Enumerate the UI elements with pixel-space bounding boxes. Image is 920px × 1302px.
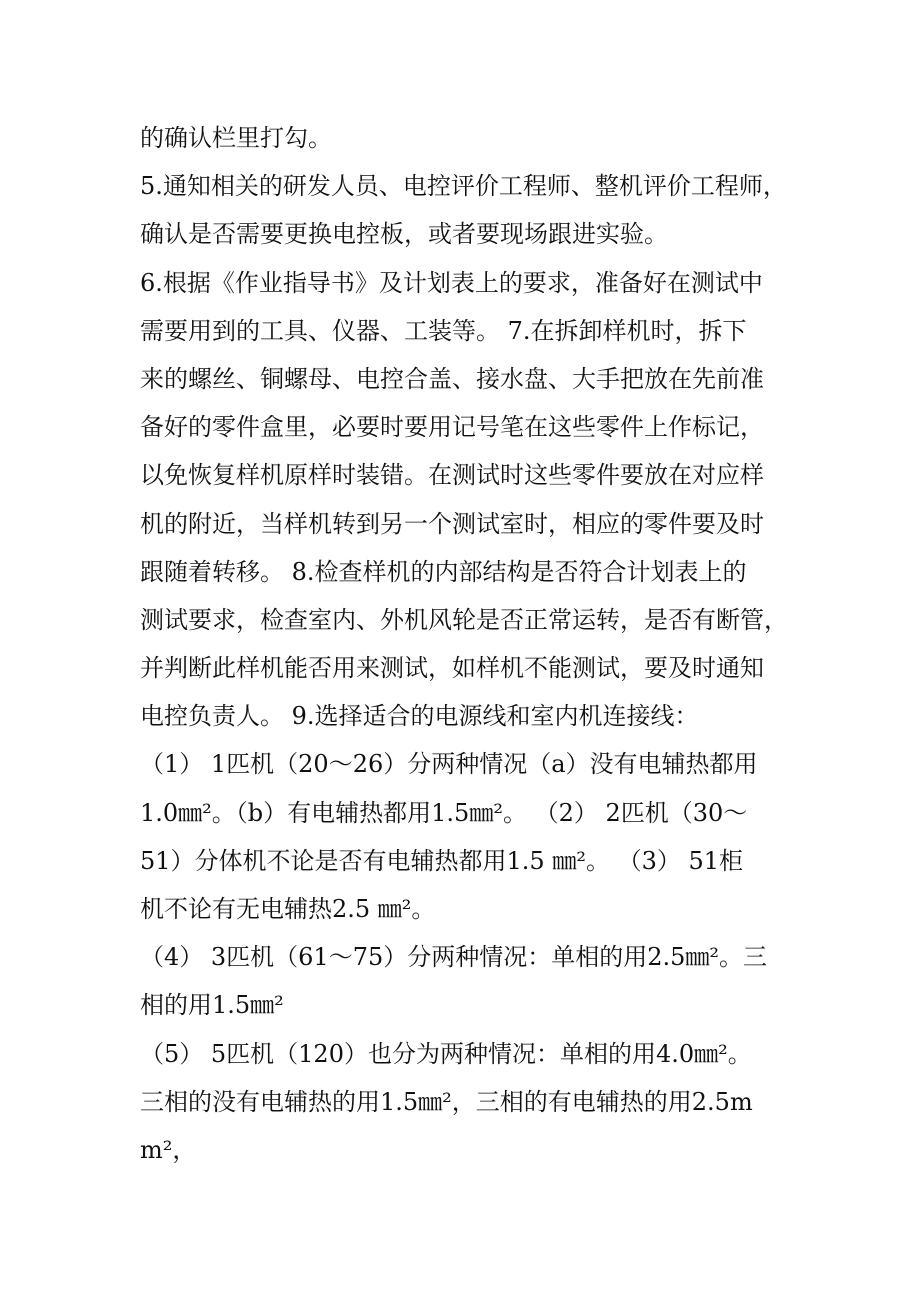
text-line: 需要用到的工具、仪器、工装等。 7.在拆卸样机时，拆下 bbox=[140, 316, 747, 345]
text-line: （4） 3匹机（61～75）分两种情况：单相的用2.5㎜²。三 bbox=[140, 943, 768, 972]
text-line: 5.通知相关的研发人员、电控评价工程师、整机评价工程师， bbox=[140, 172, 787, 201]
text-line: 电控负责人。 9.选择适合的电源线和室内机连接线： bbox=[140, 702, 699, 731]
text-line: 跟随着转移。 8.检查样机的内部结构是否符合计划表上的 bbox=[140, 557, 747, 586]
body-text bbox=[140, 114, 790, 1174]
text-line: 备好的零件盒里，必要时要用记号笔在这些零件上作标记， bbox=[140, 413, 764, 442]
text-line: 以免恢复样机原样时装错。在测试时这些零件要放在对应样 bbox=[140, 461, 764, 490]
text-line: 确认是否需要更换电控板，或者要现场跟进实验。 bbox=[140, 220, 668, 249]
text-line: 的确认栏里打勾。 bbox=[140, 124, 332, 152]
text-line: 机的附近，当样机转到另一个测试室时，相应的零件要及时 bbox=[140, 509, 764, 538]
text-line: （5） 5匹机（120）也分为两种情况：单相的用4.0㎜²。 bbox=[140, 1039, 752, 1068]
text-line: m²， bbox=[140, 1135, 197, 1164]
text-line: 测试要求，检查室内、外机风轮是否正常运转，是否有断管， bbox=[140, 605, 788, 634]
text-line: 并判断此样机能否用来测试，如样机不能测试，要及时通知 bbox=[140, 654, 764, 683]
text-line: （1） 1匹机（20～26）分两种情况（a）没有电辅热都用 bbox=[140, 750, 758, 779]
text-line: 来的螺丝、铜螺母、电控合盖、接水盘、大手把放在先前准 bbox=[140, 364, 764, 393]
text-line: 机不论有无电辅热2.5 ㎜²。 bbox=[140, 895, 436, 923]
text-line: 三相的没有电辅热的用1.5㎜²，三相的有电辅热的用2.5m bbox=[140, 1087, 753, 1116]
text-line: 相的用1.5㎜² bbox=[140, 991, 284, 1020]
text-line: 1.0㎜²。（b）有电辅热都用1.5㎜²。 （2） 2匹机（30～ bbox=[140, 798, 748, 827]
text-line: 51）分体机不论是否有电辅热都用1.5 ㎜²。 （3） 51柜 bbox=[140, 846, 744, 875]
text-line: 6.根据《作业指导书》及计划表上的要求，准备好在测试中 bbox=[140, 268, 763, 297]
